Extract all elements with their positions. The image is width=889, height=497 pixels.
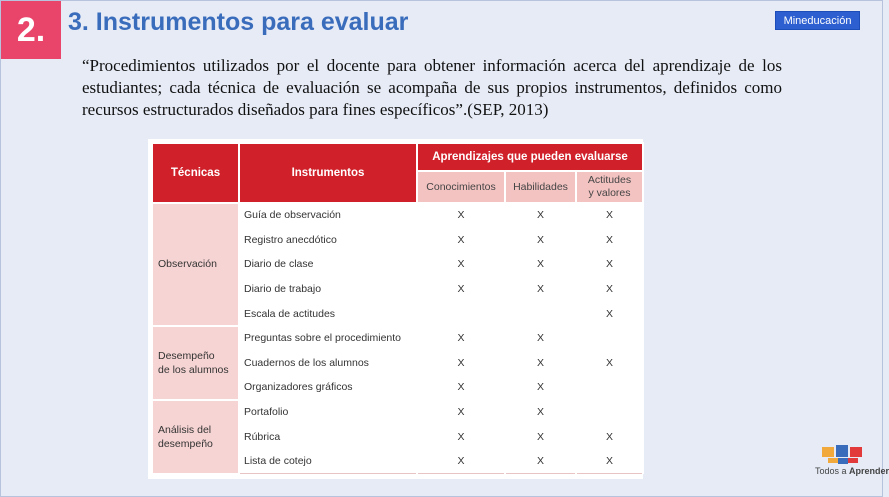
header-learnings: Aprendizajes que pueden evaluarse [417, 143, 643, 171]
table-row [152, 400, 643, 425]
knowledge-mark: X [417, 449, 505, 474]
header-attitudes-line1: Actitudes [587, 174, 632, 186]
attitudes-mark: X [576, 449, 643, 474]
skills-mark: X [505, 326, 576, 351]
knowledge-mark: X [417, 277, 505, 302]
skills-mark: X [505, 252, 576, 277]
group-observation: Observación [152, 203, 239, 326]
evaluation-table [151, 142, 644, 475]
header-instruments: Instrumentos [239, 143, 417, 203]
attitudes-mark: X [576, 203, 643, 228]
instrument-cell: Preguntas sobre el procedimiento [239, 326, 417, 351]
header-techniques: Técnicas [152, 143, 239, 203]
attitudes-mark: X [576, 301, 643, 326]
slide-title: 3. Instrumentos para evaluar [68, 8, 409, 36]
attitudes-mark: X [576, 252, 643, 277]
group-analysis [152, 400, 239, 474]
skills-mark [505, 301, 576, 326]
skills-mark: X [505, 400, 576, 425]
skills-mark: X [505, 277, 576, 302]
skills-mark: X [505, 375, 576, 400]
instrument-cell: Guía de observación [239, 203, 417, 228]
group-performance [152, 326, 239, 400]
attitudes-mark [576, 375, 643, 400]
instrument-cell: Escala de actitudes [239, 301, 417, 326]
skills-mark: X [505, 203, 576, 228]
skills-mark: X [505, 449, 576, 474]
definition-quote: “Procedimientos utilizados por el docente para obtener información acerca del aprendizaje de los estudiantes; cada técnica de evaluación se acompaña de sus propios instrumentos, definidos como recursos estructurados diseñados para fines específicos”.(SEP, 2013) [82, 56, 782, 119]
table-row [152, 326, 643, 351]
knowledge-mark: X [417, 203, 505, 228]
knowledge-mark: X [417, 375, 505, 400]
mineducacion-badge: Mineducación [775, 11, 860, 30]
instrument-cell: Organizadores gráficos [239, 375, 417, 400]
skills-mark: X [505, 351, 576, 376]
group-performance-line1: Desempeño [158, 349, 215, 362]
todos-a-aprender-logo-text [815, 466, 889, 476]
todos-a-aprender-logo-icon [812, 445, 874, 485]
attitudes-mark: X [576, 351, 643, 376]
skills-mark: X [505, 228, 576, 253]
skills-mark: X [505, 424, 576, 449]
attitudes-mark: X [576, 228, 643, 253]
knowledge-mark: X [417, 228, 505, 253]
group-analysis-line1: Análisis del [158, 423, 212, 436]
evaluation-table-image [148, 139, 643, 479]
knowledge-mark: X [417, 400, 505, 425]
attitudes-mark: X [576, 277, 643, 302]
knowledge-mark: X [417, 424, 505, 449]
instrument-cell: Registro anecdótico [239, 228, 417, 253]
instrument-cell: Lista de cotejo [239, 449, 417, 474]
attitudes-mark [576, 326, 643, 351]
logo-word-aprender: Aprender [849, 466, 889, 476]
knowledge-mark: X [417, 326, 505, 351]
header-knowledge: Conocimientos [417, 171, 505, 203]
instrument-cell: Cuadernos de los alumnos [239, 351, 417, 376]
attitudes-mark [576, 400, 643, 425]
knowledge-mark: X [417, 351, 505, 376]
logo-word-todos: Todos a [815, 466, 847, 476]
instrument-cell: Portafolio [239, 400, 417, 425]
group-performance-line2: de los alumnos [158, 363, 229, 376]
attitudes-mark: X [576, 424, 643, 449]
slide-number: 2. [1, 1, 61, 59]
header-attitudes [576, 171, 643, 203]
table-row [152, 203, 643, 228]
instrument-cell: Diario de clase [239, 252, 417, 277]
instrument-cell: Diario de trabajo [239, 277, 417, 302]
header-skills: Habilidades [505, 171, 576, 203]
group-analysis-line2: desempeño [158, 437, 213, 450]
knowledge-mark [417, 301, 505, 326]
header-attitudes-line2: y valores [588, 187, 631, 199]
instrument-cell: Rúbrica [239, 424, 417, 449]
knowledge-mark: X [417, 252, 505, 277]
